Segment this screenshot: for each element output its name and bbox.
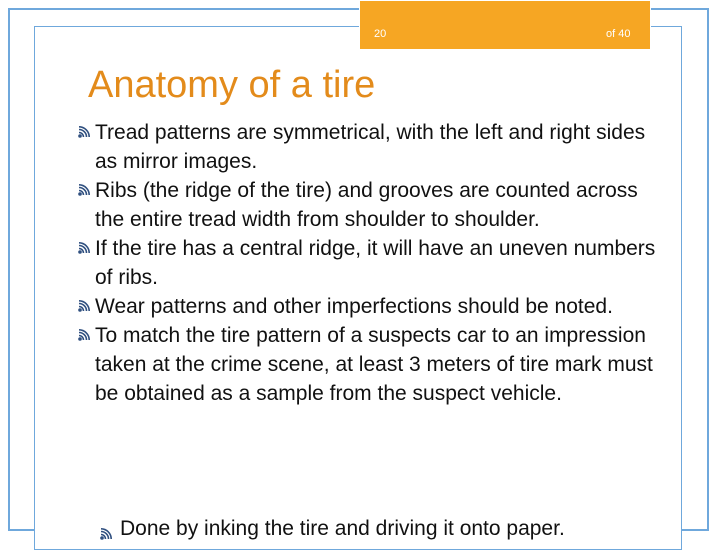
bullet-text: Ribs (the ridge of the tire) and grooves are counted across the entire tread width from shoulder to shoulder. [95, 179, 638, 231]
slide-total: of 40 [606, 28, 631, 40]
wifi-signal-bullet-icon [77, 126, 93, 139]
wifi-signal-bullet-icon [77, 329, 93, 342]
wifi-signal-bullet-icon [77, 300, 93, 313]
bullet-item [78, 118, 670, 176]
slide-number: 20 [374, 28, 387, 40]
bullet-text: Wear patterns and other imperfections should be noted. [95, 295, 613, 318]
wifi-signal-bullet-icon [99, 528, 115, 541]
bullet-text: Tread patterns are symmetrical, with the left and right sides as mirror images. [95, 121, 646, 173]
bullet-list [78, 118, 670, 408]
bullet-text: To match the tire pattern of a suspects car to an impression taken at the crime scene, at least 3 meters of tire mark must be obtained as a sample from the suspect vehicle. [95, 324, 653, 405]
sub-bullet-item [100, 514, 565, 543]
bullet-text: If the tire has a central ridge, it will have an uneven numbers of ribs. [95, 237, 656, 289]
bullet-item [78, 234, 670, 292]
bullet-item [78, 176, 670, 234]
wifi-signal-bullet-icon [77, 242, 93, 255]
slide-title: Anatomy of a tire [88, 64, 376, 106]
header-accent-band [359, 0, 651, 50]
sub-bullet-text: Done by inking the tire and driving it onto paper. [120, 517, 565, 540]
bullet-item [78, 321, 670, 408]
wifi-signal-bullet-icon [77, 184, 93, 197]
bullet-item [78, 292, 670, 321]
